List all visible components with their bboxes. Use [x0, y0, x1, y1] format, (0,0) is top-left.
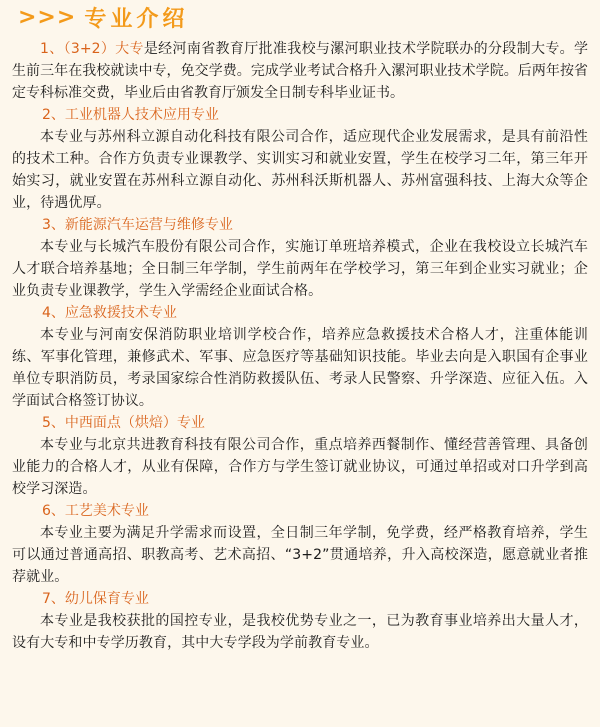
section-title: 幼儿保育专业 — [64, 591, 149, 607]
section-heading — [12, 500, 588, 522]
section-number: 3、 — [42, 217, 65, 233]
section-industrial-robot — [12, 104, 588, 214]
section-number: 2、 — [42, 107, 65, 123]
intro-number: 1、 — [40, 41, 64, 57]
section-number: 6、 — [42, 503, 65, 519]
section-new-energy-vehicle — [12, 214, 588, 302]
intro-highlight: （3+2）大专 — [63, 41, 144, 57]
page-header — [12, 0, 588, 34]
section-heading — [12, 302, 588, 324]
intro-text: 是经河南省教育厅批准我校与漯河职业技术学院联办的分段制大专。学生前三年在我校就读中专，免交学费。完成学业考试合格升入漯河职业技术学院。后两年按省定专科标准交费，毕业后由省教育厅颁发全日制专科毕业证书。 — [12, 41, 589, 101]
section-emergency-rescue — [12, 302, 588, 412]
intro-paragraph — [12, 38, 588, 104]
section-body: 本专业与河南安保消防职业培训学校合作，培养应急救援技术合格人才，注重体能训练、军事化管理，兼修武术、军事、应急医疗等基础知识技能。毕业去向是入职国有企事业单位专职消防员，考录国家综合性消防救援队伍、考录人民警察、升学深造、应征入伍。入学面试合格签订协议。 — [12, 327, 588, 409]
section-heading — [12, 588, 588, 610]
section-title: 新能源汽车运营与维修专业 — [64, 217, 233, 233]
section-arts-crafts — [12, 500, 588, 588]
header-arrows-icon: >>> — [18, 4, 77, 30]
section-number: 4、 — [42, 305, 65, 321]
section-body: 本专业与长城汽车股份有限公司合作，实施订单班培养模式，企业在我校设立长城汽车人才联合培养基地；全日制三年学制，学生前两年在学校学习，第三年到企业实习就业；企业负责专业课教学，学生入学需经企业面试合格。 — [12, 239, 588, 299]
section-body: 本专业与苏州科立源自动化科技有限公司合作，适应现代企业发展需求，是具有前沿性的技术工种。合作方负责专业课教学、实训实习和就业安置，学生在校学习二年，第三年开始实习，就业安置在苏州科立源自动化、苏州科沃斯机器人、苏州富强科技、上海大众等企业，待遇优厚。 — [12, 129, 588, 211]
section-title: 应急救援技术专业 — [64, 305, 177, 321]
section-body: 本专业主要为满足升学需求而设置，全日制三年学制，免学费，经严格教育培养，学生可以通过普通高招、职教高考、艺术高招、“3+2”贯通培养，升入高校深造，愿意就业者推荐就业。 — [12, 525, 588, 585]
section-number: 7、 — [42, 591, 65, 607]
section-title: 工艺美术专业 — [64, 503, 149, 519]
section-heading — [12, 104, 588, 126]
section-body: 本专业与北京共进教育科技有限公司合作，重点培养西餐制作、懂经营善管理、具备创业能力的合格人才，从业有保障，合作方与学生签订就业协议，可通过单招或对口升学到高校学习深造。 — [12, 437, 588, 497]
section-title: 中西面点（烘焙）专业 — [64, 415, 205, 431]
section-title: 工业机器人技术应用专业 — [64, 107, 219, 123]
section-heading — [12, 412, 588, 434]
section-pastry-baking — [12, 412, 588, 500]
section-number: 5、 — [42, 415, 65, 431]
section-body: 本专业是我校获批的国控专业，是我校优势专业之一，已为教育事业培养出大量人才，设有大专和中专学历教育，其中大专学段为学前教育专业。 — [12, 613, 588, 651]
section-heading — [12, 214, 588, 236]
page-title: 专业介绍 — [84, 6, 189, 32]
section-childcare — [12, 588, 588, 654]
